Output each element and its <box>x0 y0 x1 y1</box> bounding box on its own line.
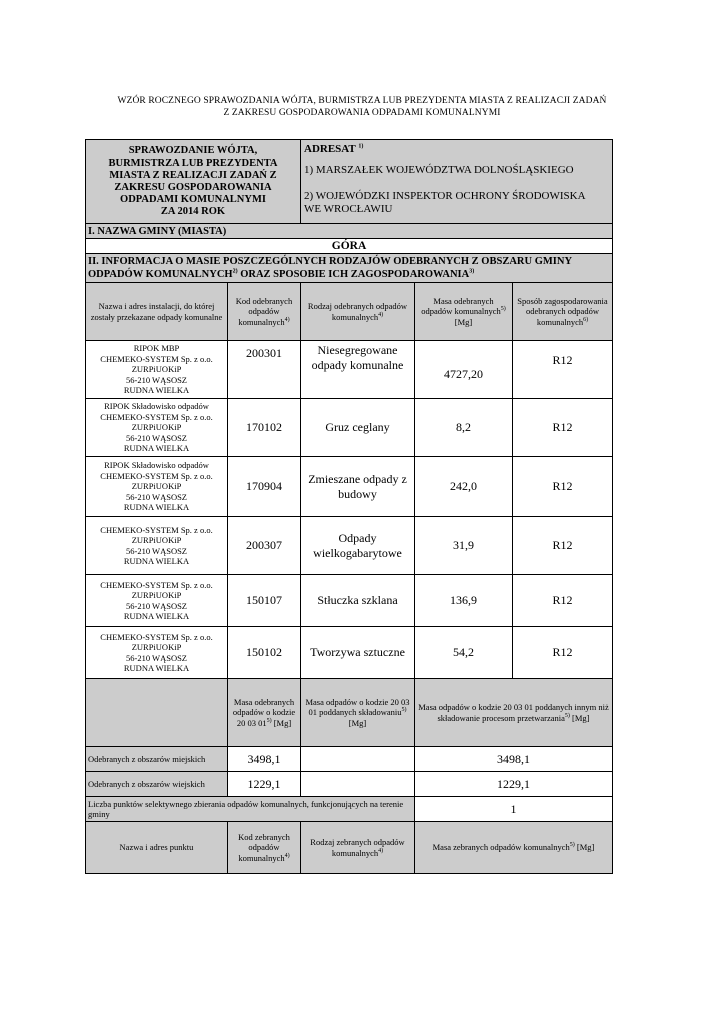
rural-label: Odebranych z obszarów wiejskich <box>86 772 228 797</box>
point-col-name: Nazwa i adres punktu <box>86 822 228 874</box>
waste-kind: Tworzywa sztuczne <box>301 627 415 679</box>
rural-mass: 1229,1 <box>228 772 301 797</box>
collection-points-count: 1 <box>415 797 613 822</box>
installation-address: RIPOK MBP CHEMEKO-SYSTEM Sp. z o.o. ZURPiUOKiP 56-210 WĄSOSZ RUDNA WIELKA <box>86 341 228 399</box>
point-col-code: Kod zebranych odpadów komunalnych$^{4)}$ <box>228 822 301 874</box>
table-row <box>86 399 613 457</box>
installation-address: RIPOK Składowisko odpadów CHEMEKO-SYSTEM Sp. z o.o. ZURPiUOKiP 56-210 WĄSOSZ RUDNA WIELKA <box>86 457 228 517</box>
waste-kind: Stłuczka szklana <box>301 575 415 627</box>
waste-code: 200307 <box>228 517 301 575</box>
rural-landfill <box>301 772 415 797</box>
summary-header <box>86 679 613 747</box>
urban-mass: 3498,1 <box>228 747 301 772</box>
waste-kind: Gruz ceglany <box>301 399 415 457</box>
collection-points-header <box>86 822 613 874</box>
rural-other: 1229,1 <box>415 772 613 797</box>
urban-other: 3498,1 <box>415 747 613 772</box>
municipality-name: GÓRA <box>86 239 613 254</box>
summary-header-blank <box>86 679 228 747</box>
collection-points-label: Liczba punktów selektywnego zbierania odpadów komunalnych, funkcjonujących na terenie gminy <box>86 797 415 822</box>
summary-row-urban <box>86 747 613 772</box>
table-row <box>86 627 613 679</box>
point-col-mass: Masa zebranych odpadów komunalnych$^{5)}$ [Mg] <box>415 822 613 874</box>
waste-code: 150107 <box>228 575 301 627</box>
col-header-code: Kod odebranych odpadów komunalnych$^{4)}$ <box>228 283 301 341</box>
col-header-method: Sposób zagospodarowania odebranych odpadów komunalnych$^{6)}$ <box>513 283 613 341</box>
waste-kind: Odpady wielkogabarytowe <box>301 517 415 575</box>
waste-mass: 242,0 <box>415 457 513 517</box>
waste-mass: 136,9 <box>415 575 513 627</box>
document-title-line-1: WZÓR ROCZNEGO SPRAWOZDANIA WÓJTA, BURMISTRZA LUB PREZYDENTA MIASTA Z REALIZACJI ZADAŃ <box>117 96 607 106</box>
waste-method: R12 <box>513 399 613 457</box>
col-header-installation: Nazwa i adres instalacji, do której zostały przekazane odpady komunalne <box>86 283 228 341</box>
col-header-kind: Rodzaj odebranych odpadów komunalnych$^{4)}$ <box>301 283 415 341</box>
waste-code: 170904 <box>228 457 301 517</box>
table-row <box>86 341 613 399</box>
summary-header-landfill: Masa odpadów o kodzie 20 03 01 poddanych składowaniu$^{5)}$ [Mg] <box>301 679 415 747</box>
waste-table-header <box>86 283 613 341</box>
collection-points-row <box>86 797 613 822</box>
waste-mass: 4727,20 <box>415 341 513 399</box>
waste-code: 170102 <box>228 399 301 457</box>
addressee-inspector: 2) WOJEWÓDZKI INSPEKTOR OCHRONY ŚRODOWISKA <box>304 190 586 202</box>
waste-method: R12 <box>513 575 613 627</box>
point-col-kind: Rodzaj zebranych odpadów komunalnych$^{4)}$ <box>301 822 415 874</box>
installation-address: RIPOK Składowisko odpadów CHEMEKO-SYSTEM Sp. z o.o. ZURPiUOKiP 56-210 WĄSOSZ RUDNA WIELKA <box>86 399 228 457</box>
waste-method: R12 <box>513 341 613 399</box>
addressee-marshal: 1) MARSZAŁEK WOJEWÓDZTWA DOLNOŚLĄSKIEGO <box>304 164 574 176</box>
addressee-block: ADRESAT $^{1)}$ 1) MARSZAŁEK WOJEWÓDZTWA DOLNOŚLĄSKIEGO 2) WOJEWÓDZKI INSPEKTOR OCHRONY ŚRODOWISKA WE WROCŁAWIU <box>301 140 613 224</box>
waste-mass: 8,2 <box>415 399 513 457</box>
summary-row-rural <box>86 772 613 797</box>
waste-kind: Zmieszane odpady z budowy <box>301 457 415 517</box>
summary-header-other: Masa odpadów o kodzie 20 03 01 poddanych innym niż składowanie procesom przetwarzania$^{5)}$ [Mg] <box>415 679 613 747</box>
installation-address: CHEMEKO-SYSTEM Sp. z o.o. ZURPiUOKiP 56-210 WĄSOSZ RUDNA WIELKA <box>86 517 228 575</box>
waste-method: R12 <box>513 457 613 517</box>
table-row <box>86 575 613 627</box>
addressee-label: ADRESAT <box>304 143 356 155</box>
section-waste-info-header: II. INFORMACJA O MASIE POSZCZEGÓLNYCH RODZAJÓW ODEBRANYCH Z OBSZARU GMINY ODPADÓW KOMUNALNYCH$^{2)}$ ORAZ SPOSOBIE ICH ZAGOSPODAROWANIA$^{3)}$ <box>86 254 613 283</box>
table-row <box>86 457 613 517</box>
waste-mass: 54,2 <box>415 627 513 679</box>
summary-header-total: Masa odebranych odpadów o kodzie 20 03 01$^{5)}$ [Mg] <box>228 679 301 747</box>
urban-landfill <box>301 747 415 772</box>
waste-method: R12 <box>513 517 613 575</box>
waste-code: 150102 <box>228 627 301 679</box>
col-header-mass: Masa odebranych odpadów komunalnych$^{5)}$ [Mg] <box>415 283 513 341</box>
waste-kind: Niesegregowane odpady komunalne <box>301 341 415 399</box>
document-title-line-2: Z ZAKRESU GOSPODAROWANIA ODPADAMI KOMUNALNYMI <box>223 108 501 118</box>
section-municipality-label: I. NAZWA GMINY (MIASTA) <box>86 224 613 239</box>
urban-label: Odebranych z obszarów miejskich <box>86 747 228 772</box>
installation-address: CHEMEKO-SYSTEM Sp. z o.o. ZURPiUOKiP 56-210 WĄSOSZ RUDNA WIELKA <box>86 627 228 679</box>
table-row <box>86 517 613 575</box>
installation-address: CHEMEKO-SYSTEM Sp. z o.o. ZURPiUOKiP 56-210 WĄSOSZ RUDNA WIELKA <box>86 575 228 627</box>
waste-method: R12 <box>513 627 613 679</box>
waste-code: 200301 <box>228 341 301 399</box>
waste-mass: 31,9 <box>415 517 513 575</box>
report-title: SPRAWOZDANIE WÓJTA, BURMISTRZA LUB PREZYDENTA MIASTA Z REALIZACJI ZADAŃ Z ZAKRESU GOSPODAROWANIA ODPADAMI KOMUNALNYMI ZA 2014 ROK <box>86 140 301 224</box>
report-table <box>85 139 613 874</box>
